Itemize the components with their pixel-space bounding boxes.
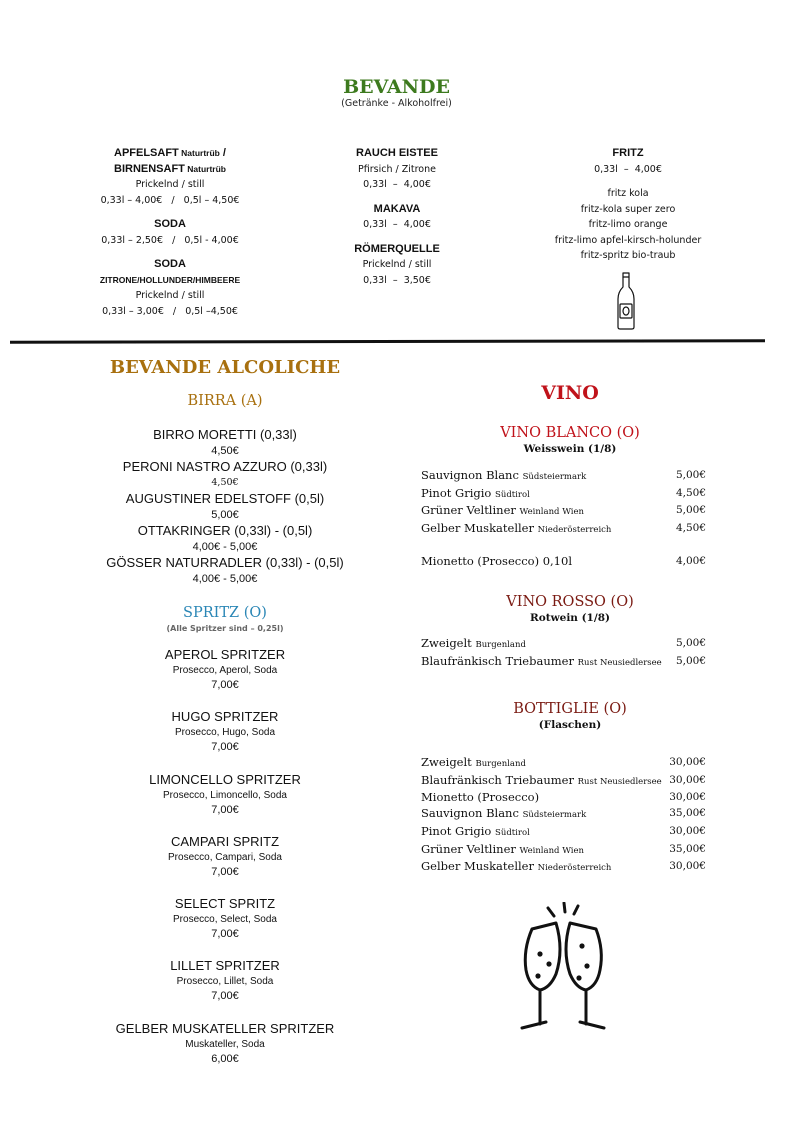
spritz-note: (Alle Spritzer sind – 0,25l) bbox=[166, 624, 284, 633]
spritz-item bbox=[80, 895, 370, 957]
spritz-name: SELECT SPRITZ bbox=[174, 896, 276, 912]
vino-bianco-sub: Weisswein (1/8) bbox=[523, 443, 617, 455]
beer-name: BIRRO MORETTI (0,33l) bbox=[153, 427, 297, 442]
wine-row: Pinot Grigio Südtirol 30,00€ bbox=[421, 823, 706, 838]
fritz-item: fritz kola bbox=[607, 188, 649, 199]
wine-row: Zweigelt Burgenland 30,00€ bbox=[421, 755, 706, 769]
spritz-price: 7,00€ bbox=[211, 803, 239, 816]
spritz-price: 6,00€ bbox=[211, 1052, 239, 1065]
bottiglie-heading: BOTTIGLIE (O) bbox=[513, 701, 627, 717]
softdrinks-column-2 bbox=[320, 146, 474, 288]
spritz-desc: Prosecco, Aperol, Soda bbox=[172, 665, 278, 676]
birnensaft-title: BIRNENSAFT Naturtrüb bbox=[114, 162, 226, 175]
softdrinks-column-3 bbox=[523, 146, 733, 264]
spritz-item bbox=[80, 1020, 370, 1082]
soda-title: SODA bbox=[154, 218, 186, 230]
roemerquelle-title: RÖMERQUELLE bbox=[354, 242, 440, 255]
spritz-name: GELBER MUSKATELLER SPRITZER bbox=[115, 1020, 335, 1036]
wine-row: Sauvignon Blanc Südsteiermark 35,00€ bbox=[421, 806, 706, 821]
section-divider bbox=[10, 339, 765, 344]
beer-price: 4,00€ - 5,00€ bbox=[192, 541, 258, 553]
birra-heading: BIRRA (A) bbox=[187, 393, 263, 409]
wine-row: Mionetto (Prosecco) 0,10l 4,00€ bbox=[421, 553, 706, 568]
beer-name: GÖSSER NATURRADLER (0,33l) - (0,5l) bbox=[106, 555, 344, 570]
bottle-wine-list bbox=[421, 755, 706, 877]
fritz-item: fritz-limo apfel-kirsch-holunder bbox=[554, 234, 702, 246]
spritz-name: CAMPARI SPRITZ bbox=[170, 833, 280, 849]
soda-flavoured-price: 0,33l – 3,00€ / 0,5l –4,50€ bbox=[102, 305, 238, 317]
spritz-price: 7,00€ bbox=[211, 741, 239, 754]
wine-row: Sauvignon Blanc Südsteiermark 5,00€ bbox=[421, 468, 706, 482]
spritz-name: HUGO SPRITZER bbox=[171, 709, 279, 725]
page-subtitle: (Getränke - Alkoholfrei) bbox=[341, 98, 452, 109]
fritz-title: FRITZ bbox=[612, 147, 644, 159]
spritz-price: 7,00€ bbox=[211, 928, 239, 941]
spritz-desc: Prosecco, Limoncello, Soda bbox=[163, 789, 287, 801]
vino-title: VINO bbox=[541, 382, 599, 404]
wine-row: Grüner Veltliner Weinland Wien 35,00€ bbox=[421, 841, 706, 856]
wine-row: Pinot Grigio Südtirol 4,50€ bbox=[421, 485, 706, 500]
alcoholic-title: BEVANDE ALCOLICHE bbox=[109, 357, 341, 378]
roemerquelle-desc: Prickelnd / still bbox=[362, 259, 432, 270]
champagne-toast-icon bbox=[512, 902, 622, 1042]
wine-row: Gelber Muskateller Niederösterreich 30,00€ bbox=[421, 859, 706, 874]
makava-price: 0,33l – 4,00€ bbox=[363, 219, 431, 230]
wine-row: Blaufränkisch Triebaumer Rust Neusiedlersee 5,00€ bbox=[421, 653, 706, 668]
spritz-item bbox=[80, 957, 370, 1019]
soda-flavoured-desc: Prickelnd / still bbox=[135, 290, 205, 301]
spritz-list bbox=[80, 646, 370, 1082]
vino-rosso-heading: VINO ROSSO (O) bbox=[506, 594, 634, 610]
rauch-title: RAUCH EISTEE bbox=[356, 147, 438, 159]
softdrinks-column-1 bbox=[70, 146, 270, 319]
spritz-heading: SPRITZ (O) bbox=[183, 605, 267, 621]
page-title: BEVANDE bbox=[343, 76, 450, 98]
beer-price: 5,00€ bbox=[211, 509, 239, 521]
beer-name: OTTAKRINGER (0,33l) - (0,5l) bbox=[137, 523, 313, 538]
roemerquelle-price: 0,33l – 3,50€ bbox=[363, 274, 431, 286]
spritz-desc: Prosecco, Campari, Soda bbox=[168, 851, 282, 863]
spritz-name: LILLET SPRITZER bbox=[170, 958, 280, 974]
fritz-item: fritz-spritz bio-traub bbox=[580, 250, 676, 261]
spritz-price: 7,00€ bbox=[211, 865, 239, 878]
spritz-item bbox=[80, 833, 370, 895]
makava-title: MAKAVA bbox=[373, 202, 421, 215]
wine-row: Blaufränkisch Triebaumer Rust Neusiedlersee 30,00€ bbox=[421, 772, 706, 787]
wine-row: Grüner Veltliner Weinland Wien 5,00€ bbox=[421, 503, 706, 518]
spritz-price: 7,00€ bbox=[211, 990, 239, 1003]
fritz-item: fritz-kola super zero bbox=[580, 203, 676, 215]
spritz-desc: Prosecco, Hugo, Soda bbox=[174, 727, 276, 739]
apfelsaft-desc: Prickelnd / still bbox=[135, 179, 205, 190]
wine-row: Gelber Muskateller Niederösterreich 4,50€ bbox=[421, 521, 706, 536]
rauch-price: 0,33l – 4,00€ bbox=[363, 179, 431, 190]
white-wine-list bbox=[421, 468, 706, 570]
beer-list bbox=[80, 427, 370, 587]
beer-name: AUGUSTINER EDELSTOFF (0,5l) bbox=[125, 491, 325, 506]
spritz-desc: Muskateller, Soda bbox=[185, 1038, 265, 1050]
apfelsaft-price: 0,33l – 4,00€ / 0,5l – 4,50€ bbox=[100, 194, 240, 206]
soda-price: 0,33l – 2,50€ / 0,5l - 4,00€ bbox=[101, 234, 239, 246]
red-wine-list bbox=[421, 636, 706, 671]
soda-flavours: ZITRONE/HOLLUNDER/HIMBEERE bbox=[99, 274, 241, 285]
soda-flavoured-title: SODA bbox=[154, 258, 186, 270]
beer-price: 4,50€ bbox=[211, 445, 239, 457]
wine-row: Mionetto (Prosecco) 30,00€ bbox=[421, 790, 706, 805]
fritz-item: fritz-limo orange bbox=[588, 219, 668, 230]
spritz-name: APEROL SPRITZER bbox=[164, 647, 286, 662]
vino-bianco-heading: VINO BLANCO (O) bbox=[500, 425, 640, 441]
wine-row: Zweigelt Burgenland 5,00€ bbox=[421, 636, 706, 650]
spritz-desc: Prosecco, Lillet, Soda bbox=[176, 976, 274, 988]
spritz-desc: Prosecco, Select, Soda bbox=[173, 914, 277, 926]
spritz-price: 7,00€ bbox=[211, 679, 239, 691]
spritz-item bbox=[80, 708, 370, 770]
spritz-item bbox=[80, 646, 370, 708]
bottle-icon bbox=[615, 272, 637, 330]
beer-price: 4,50€ bbox=[211, 477, 239, 488]
spritz-item bbox=[80, 771, 370, 833]
beer-name: PERONI NASTRO AZZURO (0,33l) bbox=[122, 459, 328, 474]
fritz-price: 0,33l – 4,00€ bbox=[594, 163, 662, 175]
spritz-name: LIMONCELLO SPRITZER bbox=[149, 771, 301, 787]
bottiglie-sub: (Flaschen) bbox=[538, 719, 602, 731]
vino-rosso-sub: Rotwein (1/8) bbox=[530, 612, 610, 624]
rauch-desc: Pfirsich / Zitrone bbox=[358, 163, 436, 175]
apfelsaft-title: APFELSAFT Naturtrüb / bbox=[114, 147, 226, 159]
beer-price: 4,00€ - 5,00€ bbox=[192, 573, 258, 585]
